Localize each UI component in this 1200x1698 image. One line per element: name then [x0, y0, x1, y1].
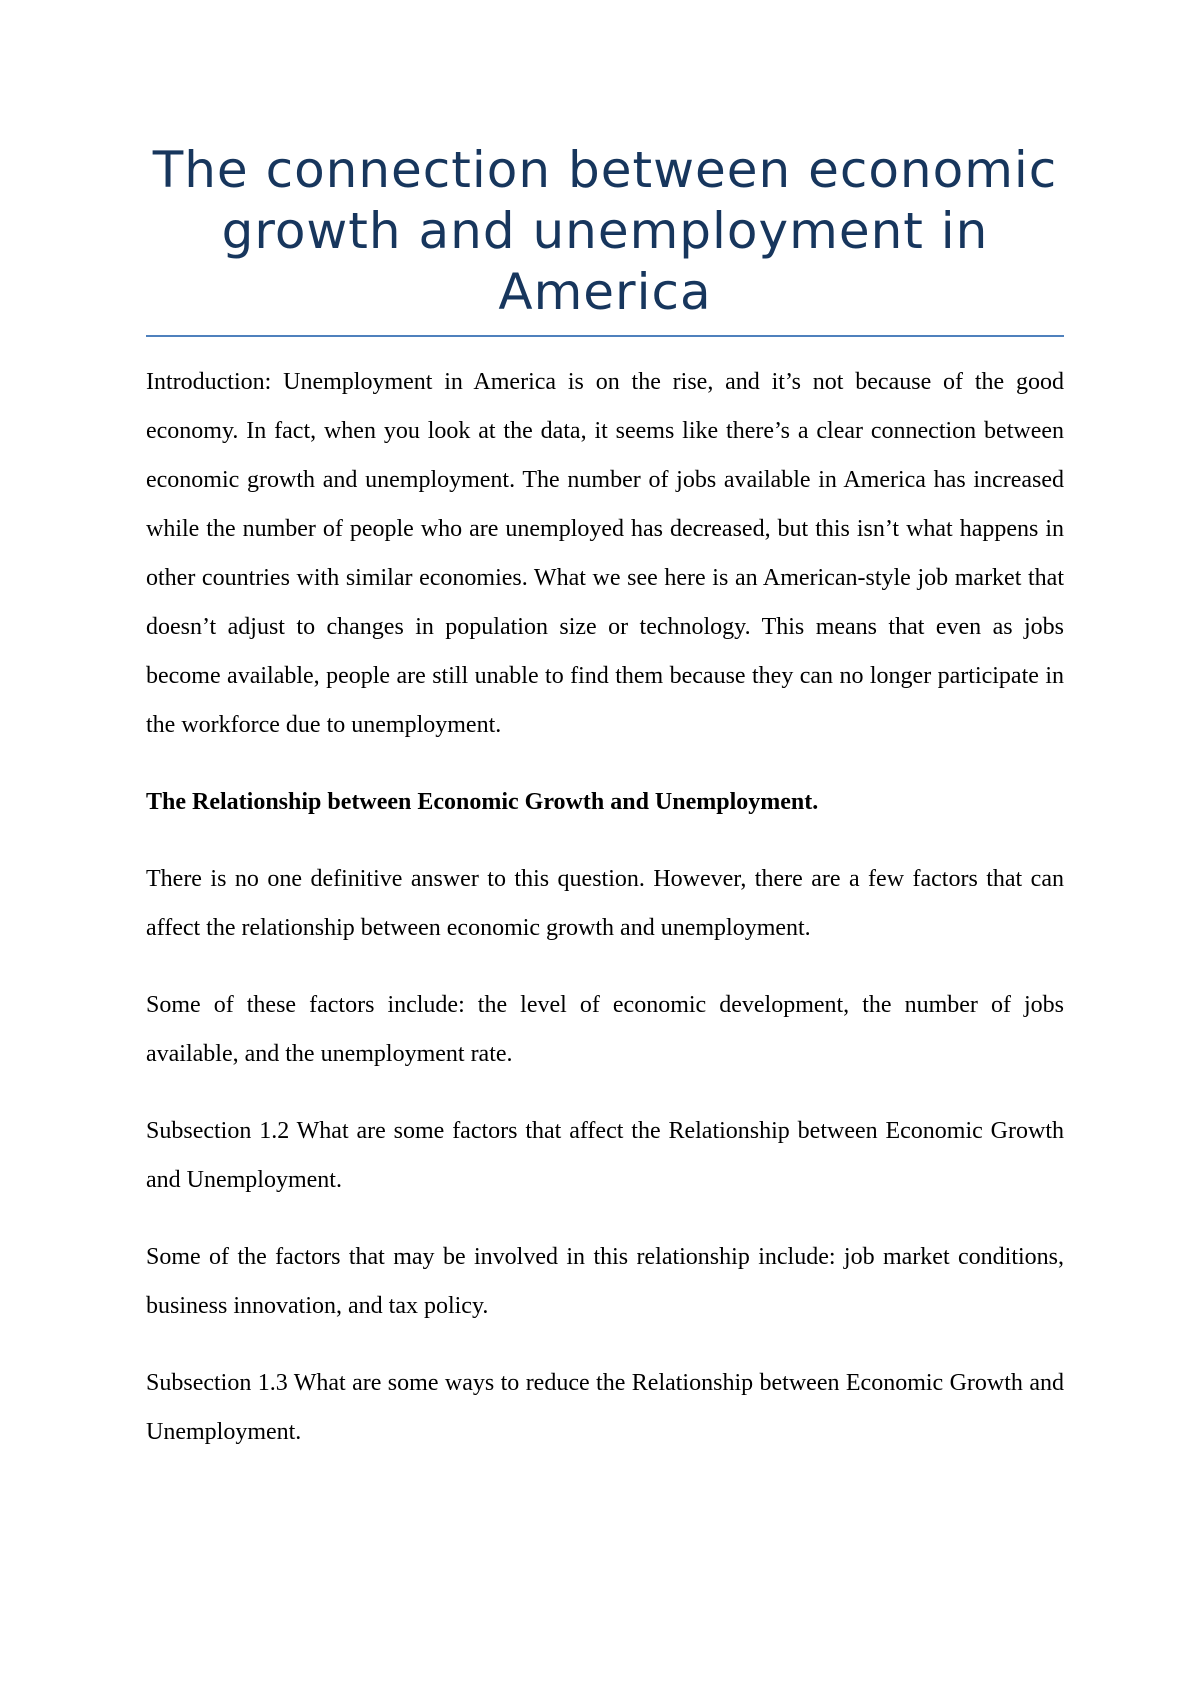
paragraph-1: There is no one definitive answer to this question. However, there are a few factors that can affect the relationship between economic growth and unemployment.	[146, 866, 1064, 941]
title-divider	[146, 335, 1064, 337]
paragraph-2: Some of these factors include: the level of economic development, the number of jobs available, and the unemployment rate.	[146, 992, 1064, 1067]
intro-paragraph: Introduction: Unemployment in America is on the rise, and it’s not because of the good economy. In fact, when you look at the data, it seems like there’s a clear connection between economic growth and unemployment. The number of jobs available in America has increased while the number of people who are unemployed has decreased, but this isn’t what happens in other countries with similar economies. What we see here is an American-style job market that doesn’t adjust to changes in population size or technology. This means that even as jobs become available, people are still unable to find them because they can no longer participate in the workforce due to unemployment.	[146, 369, 1064, 738]
document-body	[146, 140, 1064, 1457]
paragraph-4: Some of the factors that may be involved in this relationship include: job market conditions, business innovation, and tax policy.	[146, 1244, 1064, 1319]
document-title: The connection between economic growth and unemployment in America	[152, 141, 1058, 321]
subsection-1-3: Subsection 1.3 What are some ways to reduce the Relationship between Economic Growth and Unemployment.	[146, 1370, 1064, 1445]
section-heading: The Relationship between Economic Growth and Unemployment.	[146, 789, 819, 815]
subsection-1-2: Subsection 1.2 What are some factors that affect the Relationship between Economic Growth and Unemployment.	[146, 1118, 1064, 1193]
